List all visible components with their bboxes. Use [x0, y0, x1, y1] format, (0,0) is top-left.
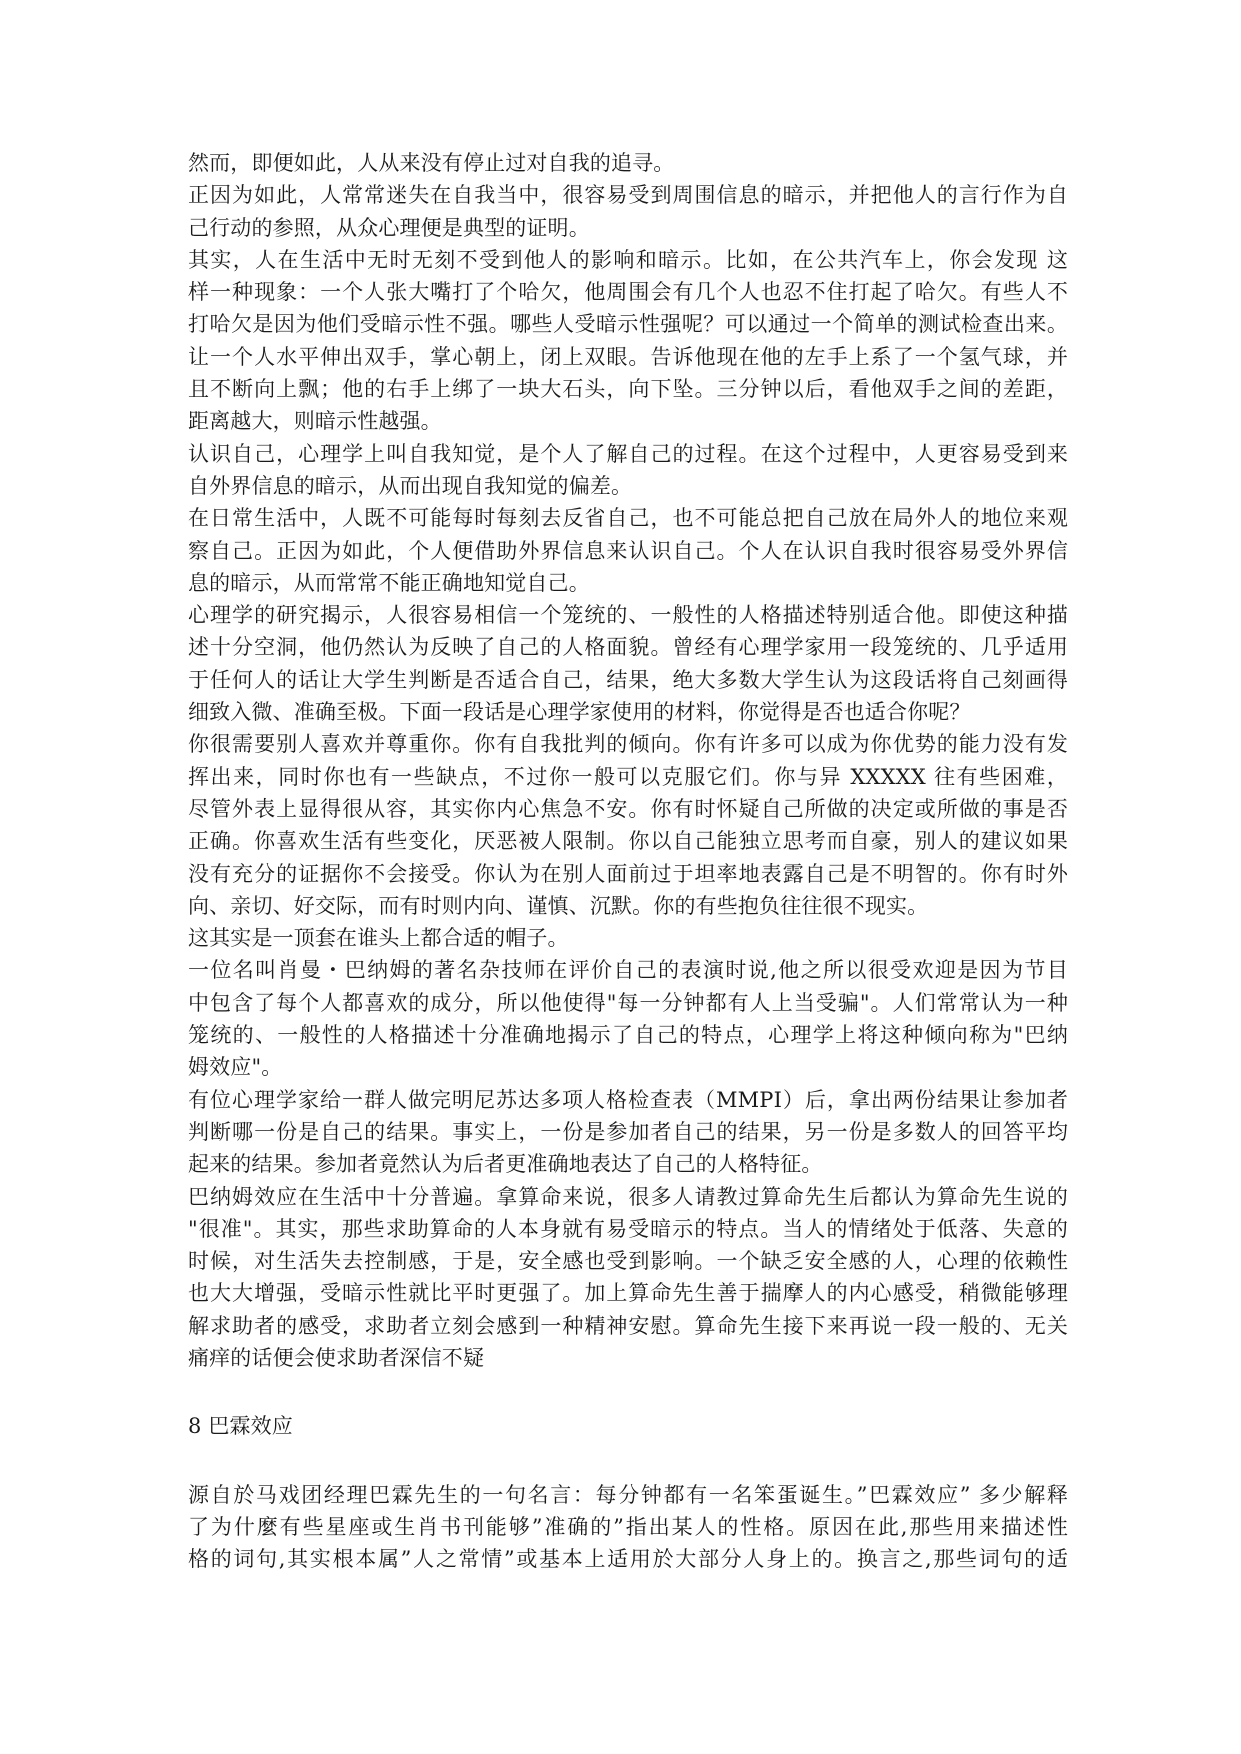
text-line: 距离越大，则暗示性越强。	[188, 409, 442, 434]
text-line: 且不断向上飘；他的右手上绑了一块大石头，向下坠。三分钟以后，看他双手之间的差距，	[188, 377, 1068, 402]
text-line: 正因为如此，人常常迷失在自我当中，很容易受到周围信息的暗示，并把他人的言行作为自	[188, 183, 1068, 208]
text-line: 你很需要别人喜欢并尊重你。你有自我批判的倾向。你有许多可以成为你优势的能力没有发	[188, 732, 1068, 757]
text-line: 细致入微、准确至极。下面一段话是心理学家使用的材料，你觉得是否也适合你呢？	[188, 700, 971, 725]
text-line: 没有充分的证据你不会接受。你认为在别人面前过于坦率地表露自己是不明智的。你有时外	[188, 861, 1068, 886]
text-line: 也大大增强，受暗示性就比平时更强了。加上算命先生善于揣摩人的内心感受，稍微能够理	[188, 1281, 1068, 1306]
text-line: 姆效应"。	[188, 1055, 283, 1080]
text-line: 格的词句,其实根本属”人之常情”或基本上适用於大部分人身上的。换言之,那些词句的适	[188, 1547, 1068, 1572]
text-line: 挥出来，同时你也有一些缺点，不过你一般可以克服它们。你与异 XXXXX 往有些困难，	[188, 764, 1068, 789]
text-line: 其实，人在生活中无时无刻不受到他人的影响和暗示。比如，在公共汽车上，你会发现 这	[188, 247, 1068, 272]
text-line: 一位名叫肖曼・巴纳姆的著名杂技师在评价自己的表演时说,他之所以很受欢迎是因为节目	[188, 958, 1068, 983]
text-line: 打哈欠是因为他们受暗示性不强。哪些人受暗示性强呢？可以通过一个简单的测试检查出来。	[188, 312, 1068, 337]
text-line: 痛痒的话便会使求助者深信不疑	[188, 1345, 485, 1370]
text-line: 正确。你喜欢生活有些变化，厌恶被人限制。你以自己能独立思考而自豪，别人的建议如果	[188, 829, 1068, 854]
text-line: 认识自己，心理学上叫自我知觉，是个人了解自己的过程。在这个过程中，人更容易受到来	[188, 441, 1068, 466]
text-line: 息的暗示，从而常常不能正确地知觉自己。	[188, 570, 590, 595]
text-line: 源自於马戏团经理巴霖先生的一句名言：每分钟都有一名笨蛋诞生。”巴霖效应” 多少解释	[188, 1482, 1068, 1507]
text-line: 在日常生活中，人既不可能每时每刻去反省自己，也不可能总把自己放在局外人的地位来观	[188, 506, 1068, 531]
text-line: 中包含了每个人都喜欢的成分，所以他使得"每一分钟都有人上当受骗"。人们常常认为一种	[188, 990, 1068, 1015]
paragraph-gap	[188, 1443, 1068, 1479]
text-line: 自外界信息的暗示，从而出现自我知觉的偏差。	[188, 473, 633, 498]
text-line: 察自己。正因为如此，个人便借助外界信息来认识自己。个人在认识自我时很容易受外界信	[188, 538, 1068, 563]
text-line: 有位心理学家给一群人做完明尼苏达多项人格检查表（MMPI）后，拿出两份结果让参加者	[188, 1087, 1068, 1112]
body-text-part2	[188, 1479, 1068, 1576]
text-line: "很准"。其实，那些求助算命的人本身就有易受暗示的特点。当人的情绪处于低落、失意的	[188, 1216, 1068, 1241]
text-line: 述十分空洞，他仍然认为反映了自己的人格面貌。曾经有心理学家用一段笼统的、几乎适用	[188, 635, 1068, 660]
text-line: 样一种现象：一个人张大嘴打了个哈欠，他周围会有几个人也忍不住打起了哈欠。有些人不	[188, 280, 1068, 305]
text-line: 心理学的研究揭示，人很容易相信一个笼统的、一般性的人格描述特别适合他。即使这种描	[188, 603, 1068, 628]
section-heading: 8 巴霖效应	[188, 1414, 293, 1439]
paragraph-gap	[188, 1374, 1068, 1410]
text-line: 这其实是一顶套在谁头上都合适的帽子。	[188, 926, 569, 951]
text-line: 笼统的、一般性的人格描述十分准确地揭示了自己的特点，心理学上将这种倾向称为"巴纳	[188, 1023, 1068, 1048]
text-line: 向、亲切、好交际，而有时则内向、谨慎、沉默。你的有些抱负往往很不现实。	[188, 893, 929, 918]
text-line: 了为什麼有些星座或生肖书刊能够”准确的”指出某人的性格。原因在此,那些用来描述性	[188, 1514, 1068, 1539]
text-line: 解求助者的感受，求助者立刻会感到一种精神安慰。算命先生接下来再说一段一般的、无关	[188, 1313, 1068, 1338]
document-page	[188, 147, 1068, 1575]
text-line: 然而，即便如此，人从来没有停止过对自我的追寻。	[188, 151, 675, 175]
body-text-part1	[188, 147, 1068, 1374]
text-line: 巴纳姆效应在生活中十分普遍。拿算命来说，很多人请教过算命先生后都认为算命先生说的	[188, 1184, 1068, 1209]
text-line: 起来的结果。参加者竟然认为后者更准确地表达了自己的人格特征。	[188, 1152, 823, 1177]
text-line: 尽管外表上显得很从容，其实你内心焦急不安。你有时怀疑自己所做的决定或所做的事是否	[188, 796, 1068, 821]
text-line: 时候，对生活失去控制感，于是，安全感也受到影响。一个缺乏安全感的人，心理的依赖性	[188, 1249, 1068, 1274]
text-line: 判断哪一份是自己的结果。事实上，一份是参加者自己的结果，另一份是多数人的回答平均	[188, 1119, 1068, 1144]
text-line: 己行动的参照，从众心理便是典型的证明。	[188, 215, 590, 240]
text-line: 于任何人的话让大学生判断是否适合自己，结果，绝大多数大学生认为这段话将自己刻画得	[188, 667, 1068, 692]
text-line: 让一个人水平伸出双手，掌心朝上，闭上双眼。告诉他现在他的左手上系了一个氢气球，并	[188, 344, 1068, 369]
